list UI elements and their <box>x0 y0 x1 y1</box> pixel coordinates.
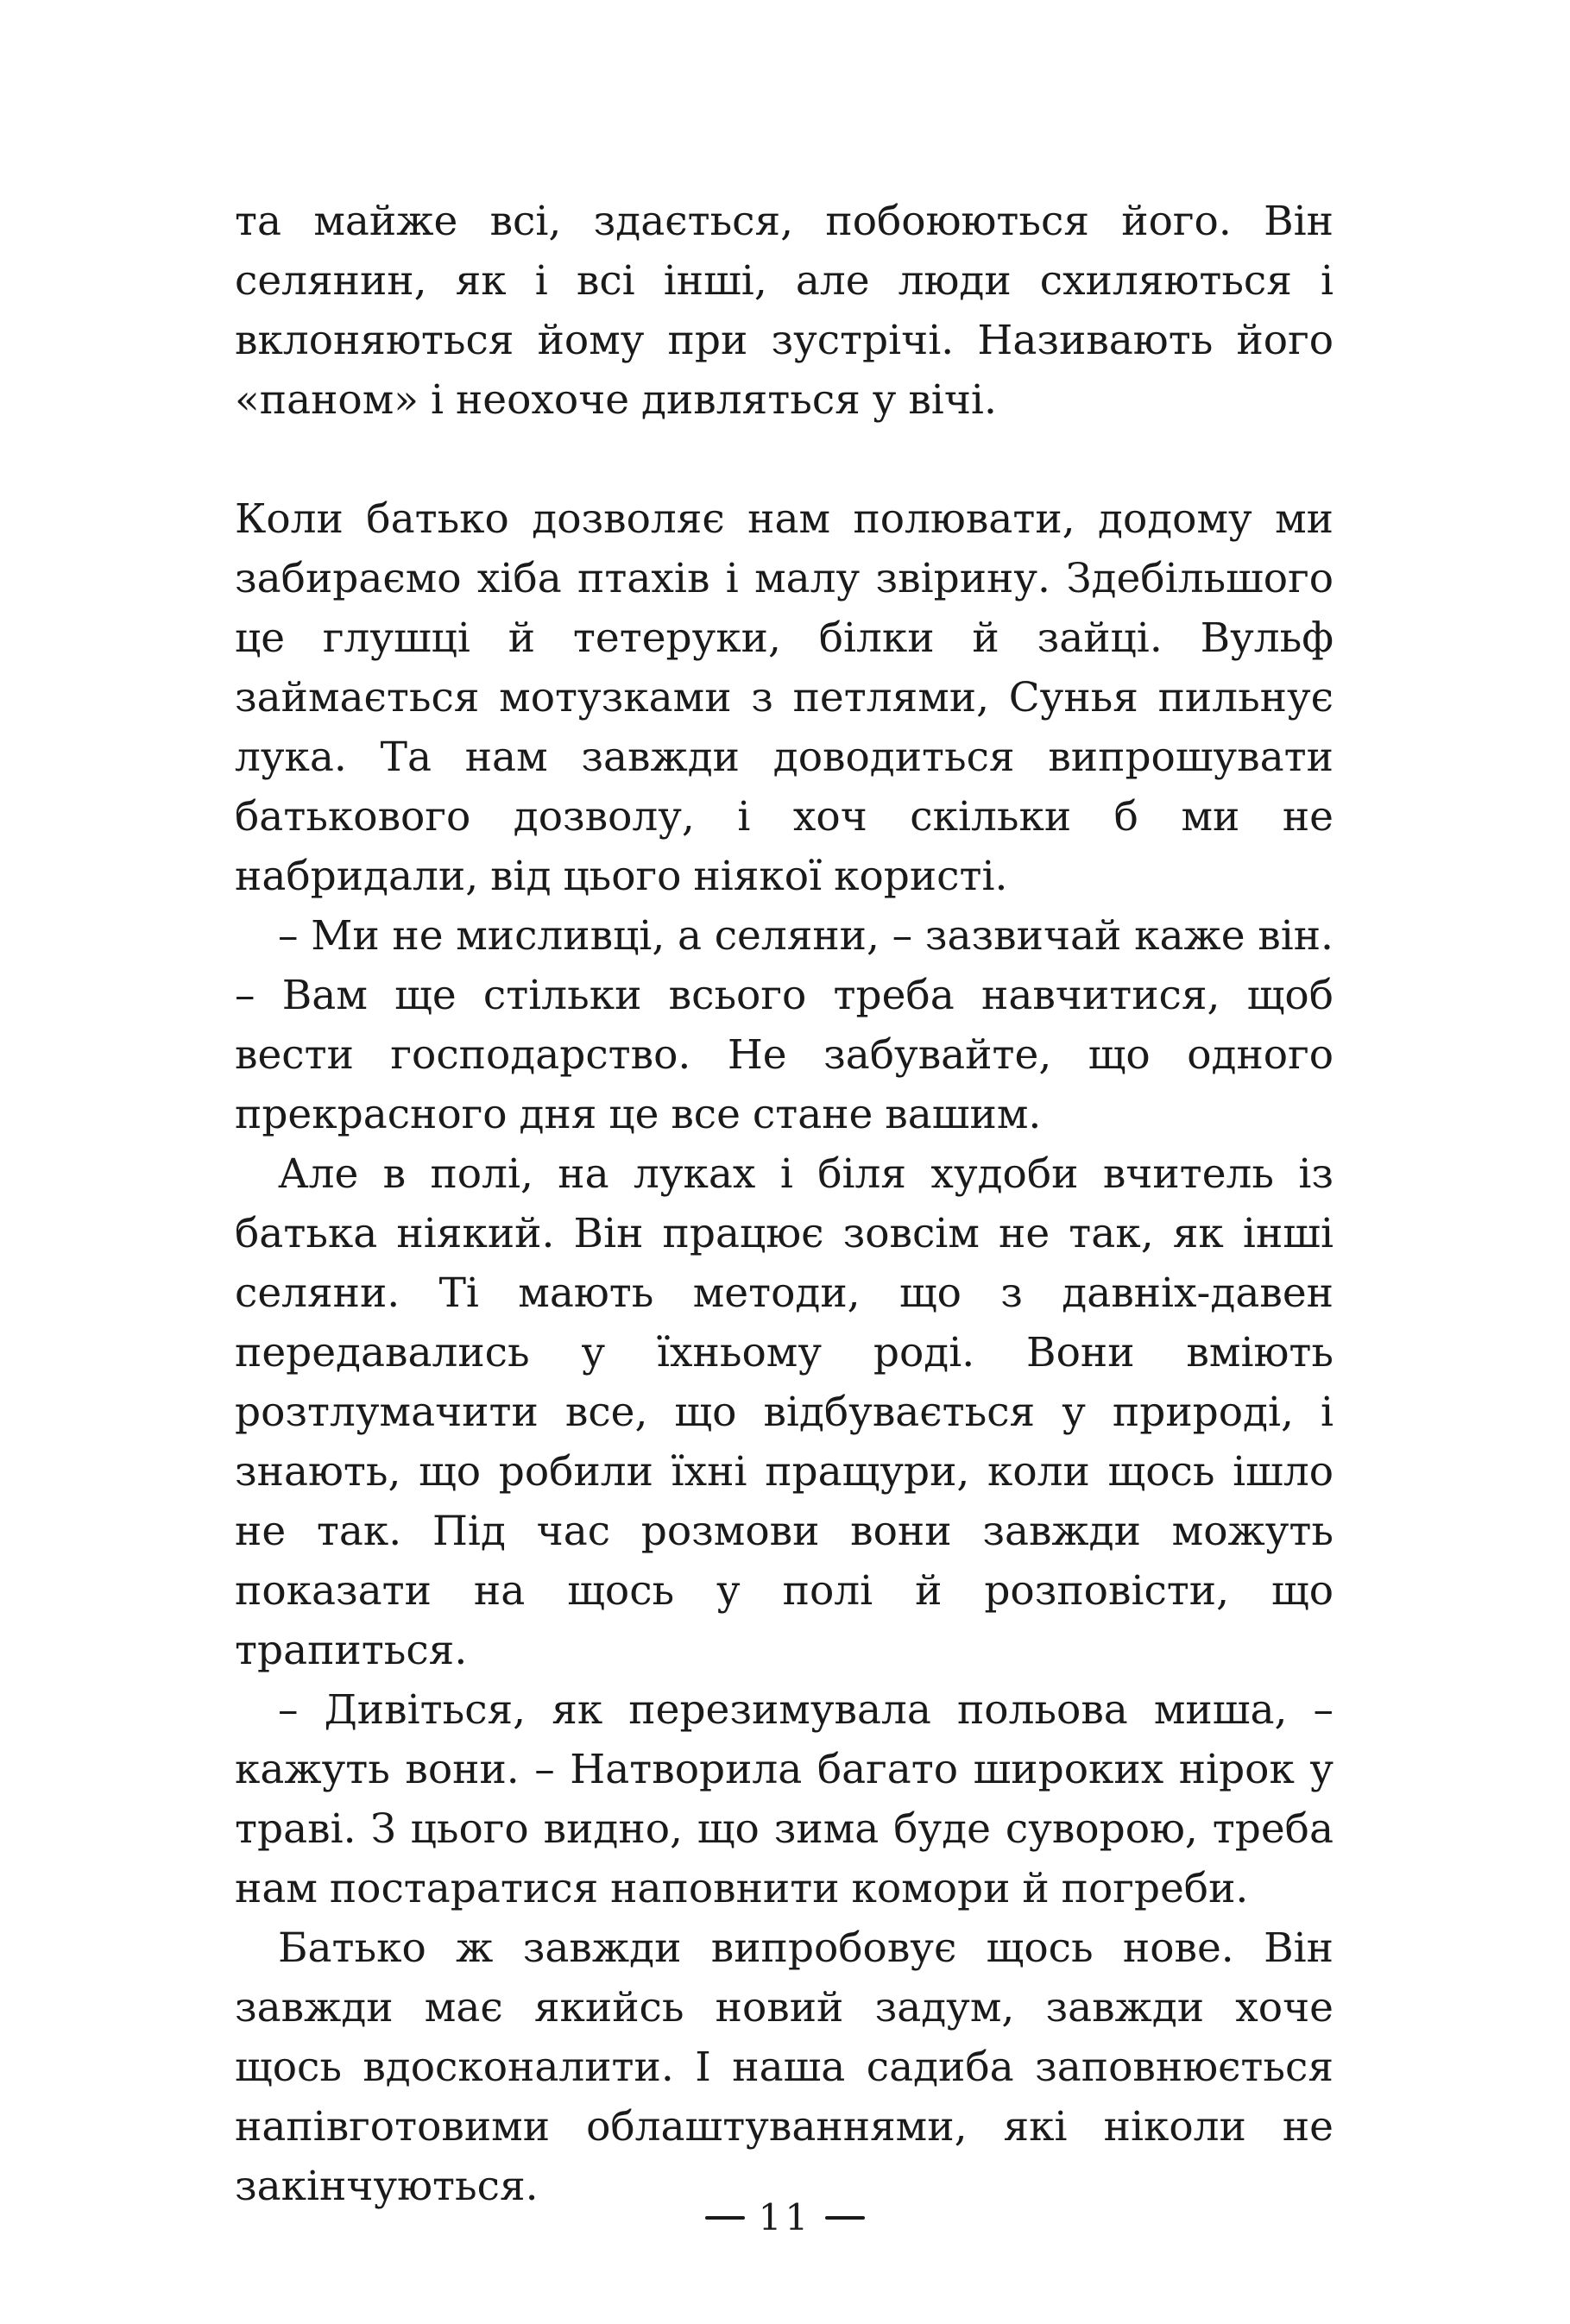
body-text <box>235 192 1334 2216</box>
right-dash-ornament-icon <box>825 2216 865 2220</box>
left-dash-ornament-icon <box>705 2216 745 2220</box>
paragraph-6: Батько ж завжди випробовує щось нове. Він завжди має якийсь новий задум, завжди хоче щось вдосконалити. І наша садиба заповнюється напівготовими облаштуваннями, які ніколи не закінчуються. <box>235 1924 1334 2210</box>
page-footer <box>0 2196 1570 2239</box>
paragraph-3-dialogue: – Ми не мисливці, а селяни, – зазвичай каже він. – Вам ще стільки всього треба навчитися, щоб вести господарство. Не забувайте, що одного прекрасного дня це все стане вашим. <box>235 912 1334 1138</box>
paragraph-4: Але в полі, на луках і біля худоби вчитель із батька ніякий. Він працює зовсім не так, як інші селяни. Ті мають методи, що з давніх-давен передавались у їхньому роді. Вони вміють розтлумачити все, що відбувається у природі, і знають, що робили їхні пращури, коли щось ішло не так. Під час розмови вони завжди можуть показати на щось у полі й розповісти, що трапиться. <box>235 1150 1334 1674</box>
paragraph-1: та майже всі, здається, побоюються його. Він селянин, як і всі інші, але люди схиляються і вклоняються йому при зустрічі. Називають його «паном» і неохоче дивляться у вічі. <box>235 198 1334 424</box>
paragraph-5-dialogue: – Дивіться, як перезимувала польова миша, – кажуть вони. – Натворила багато широких нірок у траві. З цього видно, що зима буде суворою, треба нам постаратися наповнити комори й погреби. <box>235 1686 1334 1912</box>
paragraph-2: Коли батько дозволяє нам полювати, додому ми забираємо хіба птахів і малу звірину. Здебільшого це глушці й тетеруки, білки й зайці. Вульф займається мотузками з петлями, Сунья пильнує лука. Та нам завжди доводиться випрошувати батькового дозволу, і хоч скільки б ми не набридали, від цього ніякої користі. <box>235 495 1334 900</box>
section-break <box>235 430 1334 489</box>
page-number: 11 <box>758 2196 812 2239</box>
